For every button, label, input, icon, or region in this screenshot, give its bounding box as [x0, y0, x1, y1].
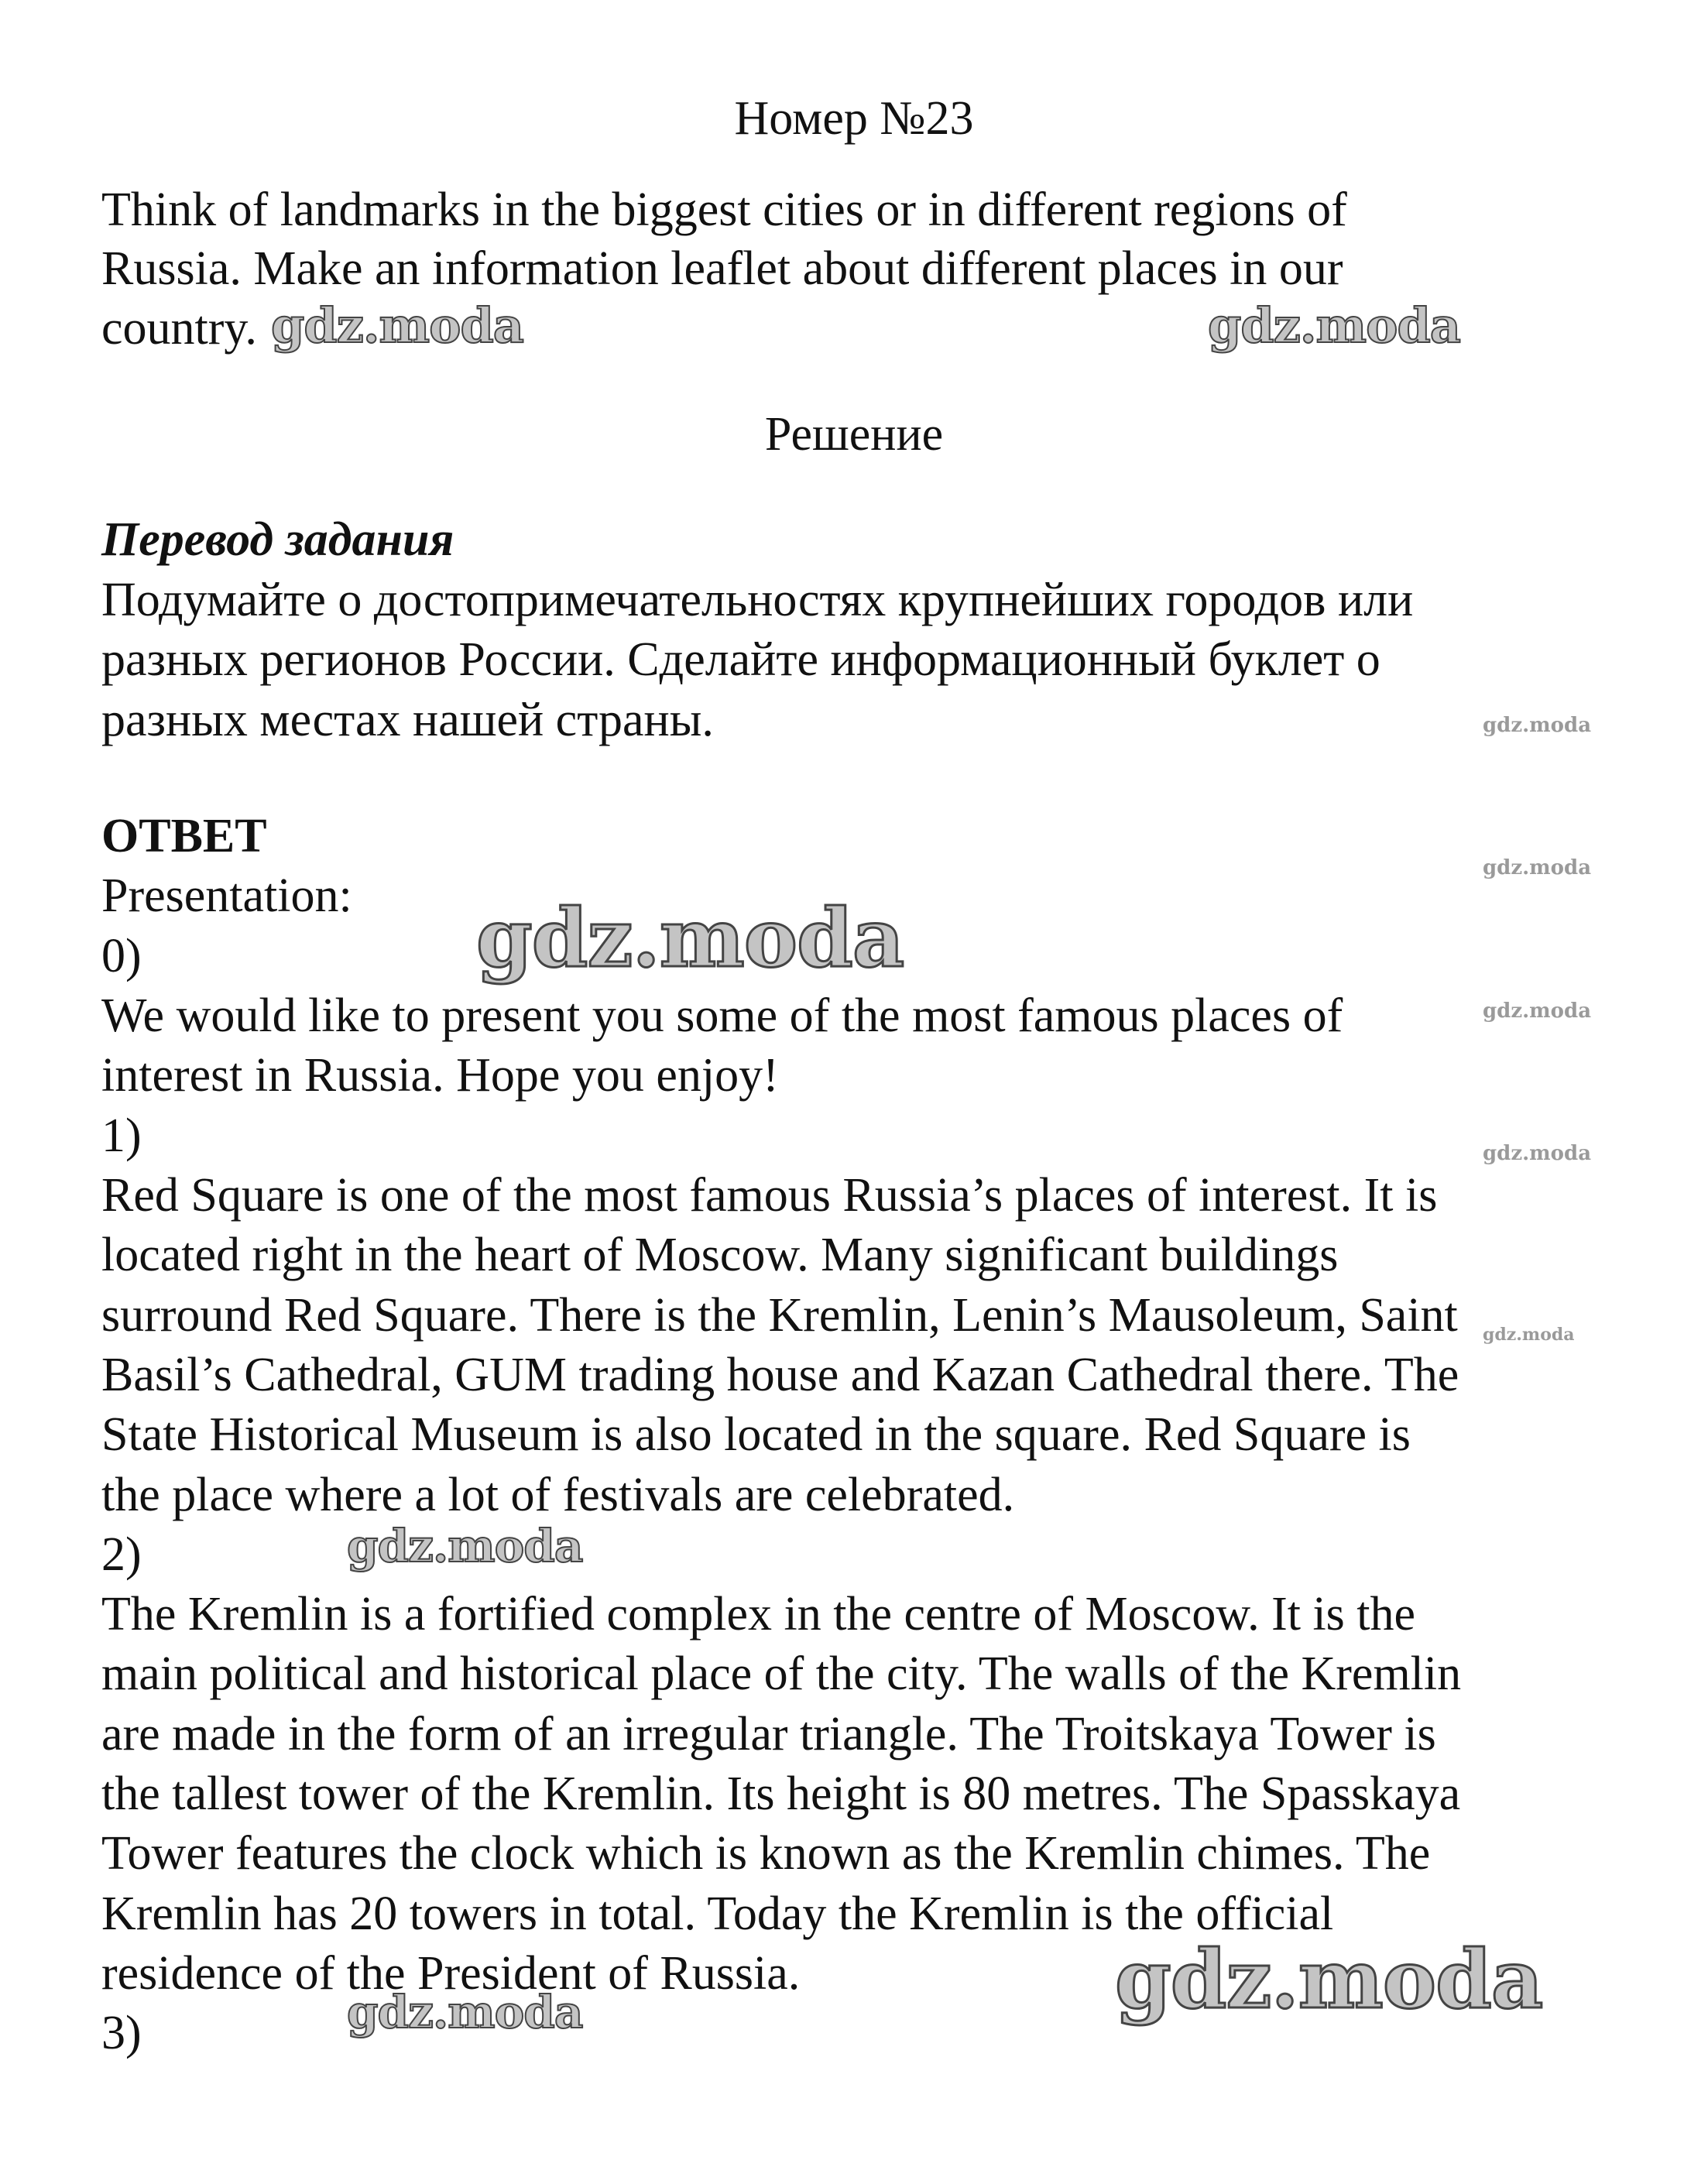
answer-line: are made in the form of an irregular triangle. The Troitskaya Tower is [101, 1708, 1436, 1761]
answer-line: We would like to present you some of the most famous places of [101, 989, 1343, 1042]
answer-line: Basil’s Cathedral, GUM trading house and Kazan Cathedral there. The [101, 1349, 1459, 1401]
answer-line: located right in the heart of Moscow. Many significant buildings [101, 1229, 1339, 1281]
watermark: gdz.moda [1115, 1932, 1543, 2027]
translation-line-2: разных регионов России. Сделайте информационный буклет о [101, 633, 1380, 686]
watermark: gdz.moda [271, 297, 523, 354]
answer-line: State Historical Museum is also located in the square. Red Square is [101, 1408, 1411, 1461]
task-line-1: Think of landmarks in the biggest cities or in different regions of [101, 183, 1347, 236]
watermark: gdz.moda [1483, 714, 1592, 737]
solution-title: Решение [764, 408, 944, 461]
watermark: gdz.moda [1483, 1325, 1575, 1345]
answer-line: 3) [101, 2007, 142, 2059]
answer-line: 1) [101, 1109, 142, 1162]
translation-heading: Перевод задания [101, 513, 454, 566]
answer-line: Kremlin has 20 towers in total. Today the Kremlin is the official [101, 1887, 1334, 1940]
answer-line: Red Square is one of the most famous Russia’s places of interest. It is [101, 1169, 1438, 1222]
answer-line: the place where a lot of festivals are celebrated. [101, 1469, 1015, 1521]
answer-line: 2) [101, 1528, 142, 1581]
translation-line-3: разных местах нашей страны. [101, 694, 714, 746]
answer-line: Presentation: [101, 869, 352, 922]
answer-line: main political and historical place of the city. The walls of the Kremlin [101, 1647, 1462, 1700]
answer-line: interest in Russia. Hope you enjoy! [101, 1049, 779, 1102]
answer-line: The Kremlin is a fortified complex in the centre of Moscow. It is the [101, 1588, 1416, 1641]
watermark: gdz.moda [1483, 856, 1592, 879]
page-title: Номер №23 [734, 92, 974, 145]
answer-line: the tallest tower of the Kremlin. Its height is 80 metres. The Spasskaya [101, 1767, 1461, 1820]
answer-line: residence of the President of Russia. [101, 1947, 801, 2000]
task-line-3: country. [101, 302, 257, 355]
watermark: gdz.moda [1208, 297, 1460, 354]
watermark: gdz.moda [347, 1520, 583, 1572]
watermark: gdz.moda [347, 1986, 583, 2038]
translation-line-1: Подумайте о достопримечательностях крупнейших городов или [101, 574, 1414, 626]
answer-heading: ОТВЕТ [101, 810, 267, 862]
answer-line: Tower features the clock which is known as the Kremlin chimes. The [101, 1827, 1431, 1880]
watermark: gdz.moda [476, 890, 904, 986]
task-line-2: Russia. Make an information leaflet about different places in our [101, 242, 1343, 295]
answer-line: surround Red Square. There is the Kremlin, Lenin’s Mausoleum, Saint [101, 1289, 1458, 1342]
watermark: gdz.moda [1483, 999, 1592, 1023]
watermark: gdz.moda [1483, 1142, 1592, 1165]
answer-line: 0) [101, 930, 142, 982]
